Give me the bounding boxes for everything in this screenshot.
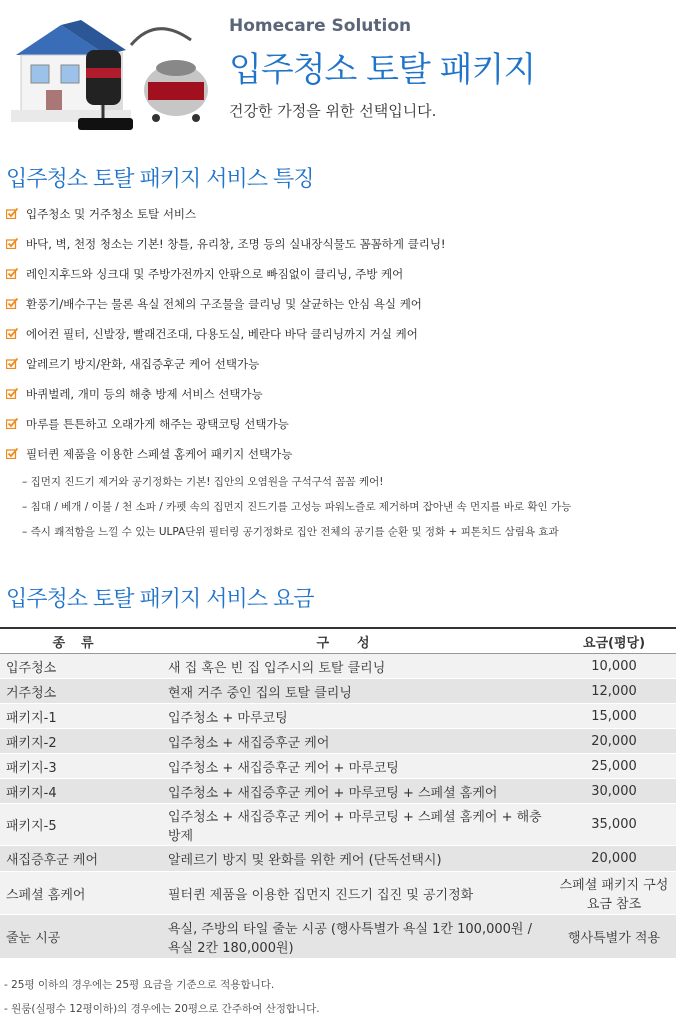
fee-type: 새집증후군 케어: [0, 846, 162, 872]
hero-description: 건강한 가정을 위한 선택입니다.: [229, 102, 437, 120]
fee-price: 스페셜 패키지 구성 요금 참조: [552, 872, 676, 915]
fee-type: 패키지-5: [0, 804, 162, 846]
fee-description: 새 집 혹은 빈 집 입주시의 토탈 클리닝: [162, 654, 552, 679]
fee-row: [0, 679, 676, 704]
feature-text: 필터퀸 제품을 이용한 스페셜 홈케어 패키지 선택가능: [26, 447, 293, 461]
fee-type: 스페셜 홈케어: [0, 872, 162, 915]
fee-description: 현재 거주 중인 집의 토탈 클리닝: [162, 679, 552, 704]
fee-type: 입주청소: [0, 654, 162, 679]
fee-price: 10,000: [552, 654, 676, 679]
feature-item: [6, 265, 403, 283]
fee-price: 15,000: [552, 704, 676, 729]
header-composition: 구성: [162, 628, 552, 654]
fee-note: - 원룸(실평수 12평이하)의 경우에는 20평으로 간주하여 산정합니다.: [4, 1003, 320, 1015]
feature-sub-item: – 침대 / 베개 / 이불 / 천 소파 / 카펫 속의 집먼지 진드기를 고성능 파워노즐로 제거하며 잡아낸 속 먼지를 바로 확인 가능: [22, 501, 572, 513]
fee-note: - 25평 이하의 경우에는 25평 요금을 기준으로 적용합니다.: [4, 979, 275, 991]
feature-item: [6, 415, 289, 433]
check-box-icon: [6, 236, 18, 247]
feature-sub-item: – 즉시 쾌적함을 느낄 수 있는 ULPA단위 필터링 공기정화로 집안 전체의 공기를 순환 및 정화 + 피톤치드 삼림욕 효과: [22, 526, 559, 538]
fee-row: [0, 654, 676, 679]
fee-type: 패키지-1: [0, 704, 162, 729]
fee-type: 거주청소: [0, 679, 162, 704]
fees-section-title: 입주청소 토탈 패키지 서비스 요금: [6, 587, 314, 612]
check-box-icon: [6, 356, 18, 367]
fee-description: 욕실, 주방의 타일 줄눈 시공 (행사특별가 욕실 1칸 100,000원 / 욕실 2칸 180,000원): [162, 915, 552, 959]
feature-text: 레인지후드와 싱크대 및 주방가전까지 안팎으로 빠짐없이 클리닝, 주방 케어: [26, 267, 404, 281]
header-price: 요금(평당): [552, 628, 676, 654]
fee-row: [0, 779, 676, 804]
check-box-icon: [6, 326, 18, 337]
feature-text: 마루를 튼튼하고 오래가게 해주는 광택코팅 선택가능: [26, 417, 289, 431]
check-box-icon: [6, 266, 18, 277]
fee-description: 필터퀸 제품을 이용한 집먼지 진드기 집진 및 공기정화: [162, 872, 552, 915]
header-type: 종류: [0, 628, 162, 654]
hero-subtitle: Homecare Solution: [229, 16, 412, 36]
feature-item: [6, 385, 263, 403]
check-box-icon: [6, 206, 18, 217]
fee-description: 알레르기 방지 및 완화를 위한 케어 (단독선택시): [162, 846, 552, 872]
fee-type: 패키지-2: [0, 729, 162, 754]
fee-row: [0, 754, 676, 779]
fee-description: 입주청소 + 새집증후군 케어 + 마루코팅 + 스페셜 홈케어 + 해충방제: [162, 804, 552, 846]
fee-price: 행사특별가 적용: [552, 915, 676, 959]
feature-item: [6, 355, 259, 373]
fee-row: [0, 872, 676, 915]
feature-sub-item: – 집먼지 진드기 제거와 공기정화는 기본! 집안의 오염원을 구석구석 꼼꼼 케어!: [22, 476, 384, 488]
fee-row: [0, 804, 676, 846]
feature-text: 알레르기 방지/완화, 새집증후군 케어 선택가능: [26, 357, 260, 371]
fee-description: 입주청소 + 새집증후군 케어: [162, 729, 552, 754]
check-box-icon: [6, 416, 18, 427]
feature-text: 환풍기/배수구는 물론 욕실 전체의 구조물을 클리닝 및 살균하는 안심 욕실 케어: [26, 297, 422, 311]
fee-type: 줄눈 시공: [0, 915, 162, 959]
fee-row: [0, 846, 676, 872]
fee-row: [0, 704, 676, 729]
feature-item: [6, 205, 196, 223]
fee-row: [0, 915, 676, 959]
feature-text: 에어컨 필터, 신발장, 빨래건조대, 다용도실, 베란다 바닥 클리닝까지 거실 케어: [26, 327, 418, 341]
feature-item: [6, 295, 422, 313]
feature-item: [6, 445, 292, 463]
feature-item: [6, 325, 418, 343]
check-box-icon: [6, 386, 18, 397]
fee-description: 입주청소 + 새집증후군 케어 + 마루코팅 + 스페셜 홈케어: [162, 779, 552, 804]
fee-price: 25,000: [552, 754, 676, 779]
feature-text: 입주청소 및 거주청소 토탈 서비스: [26, 207, 197, 221]
check-box-icon: [6, 296, 18, 307]
page-title: 입주청소 토탈 패키지: [229, 50, 536, 90]
features-section-title: 입주청소 토탈 패키지 서비스 특징: [6, 167, 314, 192]
feature-text: 바퀴벌레, 개미 등의 해충 방제 서비스 선택가능: [26, 387, 263, 401]
fee-description: 입주청소 + 마루코팅: [162, 704, 552, 729]
fee-row: [0, 729, 676, 754]
fees-table: [0, 627, 676, 959]
fee-type: 패키지-4: [0, 779, 162, 804]
fee-price: 20,000: [552, 846, 676, 872]
check-box-icon: [6, 446, 18, 457]
fee-price: 12,000: [552, 679, 676, 704]
fee-price: 30,000: [552, 779, 676, 804]
hero-banner: [0, 0, 680, 140]
feature-text: 바닥, 벽, 천정 청소는 기본! 창틀, 유리창, 조명 등의 실내장식물도 꼼꼼하게 클리닝!: [26, 237, 446, 251]
fee-type: 패키지-3: [0, 754, 162, 779]
house-vacuum-illustration: [6, 10, 216, 135]
feature-item: [6, 235, 446, 253]
fees-table-header: [0, 628, 676, 654]
fee-description: 입주청소 + 새집증후군 케어 + 마루코팅: [162, 754, 552, 779]
fee-price: 35,000: [552, 804, 676, 846]
fee-price: 20,000: [552, 729, 676, 754]
